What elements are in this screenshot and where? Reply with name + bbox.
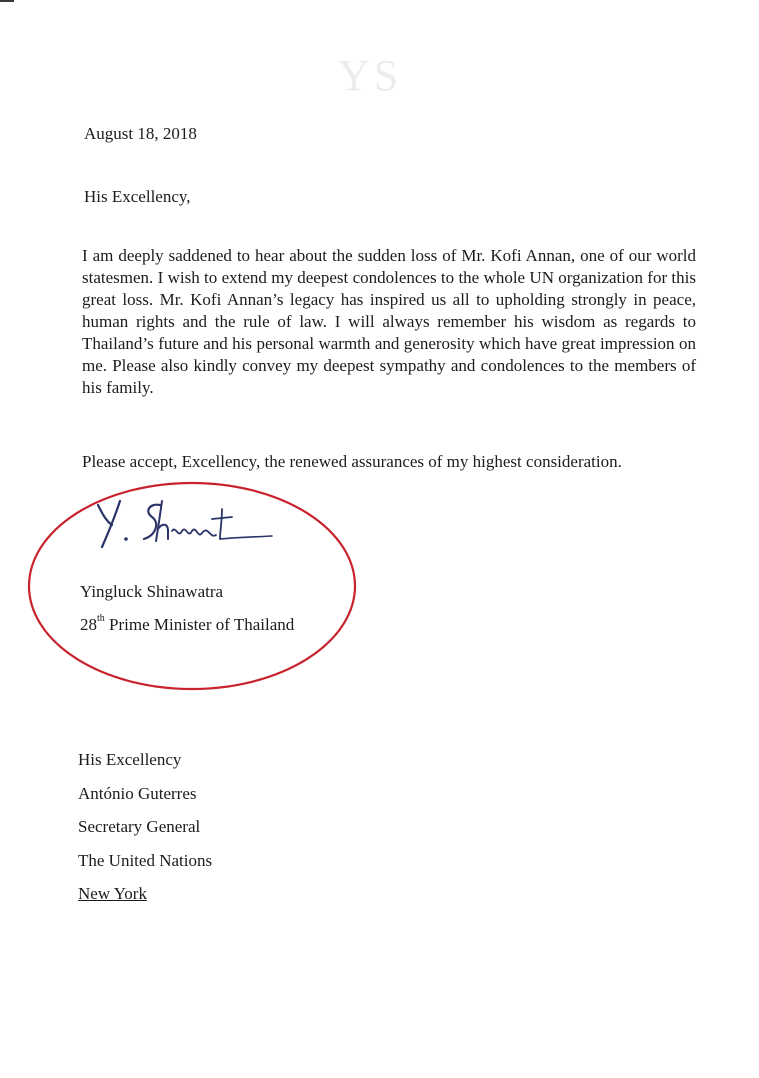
addressee-line-organization: The United Nations	[78, 850, 213, 870]
letter-closing: Please accept, Excellency, the renewed assurances of my highest consideration.	[82, 452, 622, 471]
letter-body: I am deeply saddened to hear about the sudden loss of Mr. Kofi Annan, one of our world statesmen. I wish to extend my deepest condolences to the whole UN organization for this great loss. Mr. Kofi Annan’s legacy has inspired us all to upholding strongly in peace, human rights and the rule of law. I will always remember his wisdom as regards to Thailand’s future and his personal warmth and generosity which have great impression on me. Please also kindly convey my deepest sympathy and condolences to the members of his family.	[82, 246, 696, 397]
letterhead-monogram: YS	[338, 51, 403, 100]
addressee-line-name: António Guterres	[78, 783, 197, 803]
letter-salutation: His Excellency,	[84, 187, 191, 206]
signer-title-ordinal: th	[97, 613, 105, 625]
signer-title-rest: Prime Minister of Thailand	[104, 615, 295, 634]
addressee-line-city: New York	[78, 884, 147, 903]
addressee-line-honorific: His Excellency	[78, 750, 182, 769]
letter-date: August 18, 2018	[84, 124, 197, 143]
scan-edge-mark	[0, 0, 14, 2]
signer-name: Yingluck Shinawatra	[80, 582, 224, 601]
addressee-line-position: Secretary General	[78, 817, 201, 836]
signer-title-number: 28	[80, 615, 97, 634]
addressee-block	[78, 750, 212, 918]
highlight-circle	[26, 480, 358, 692]
